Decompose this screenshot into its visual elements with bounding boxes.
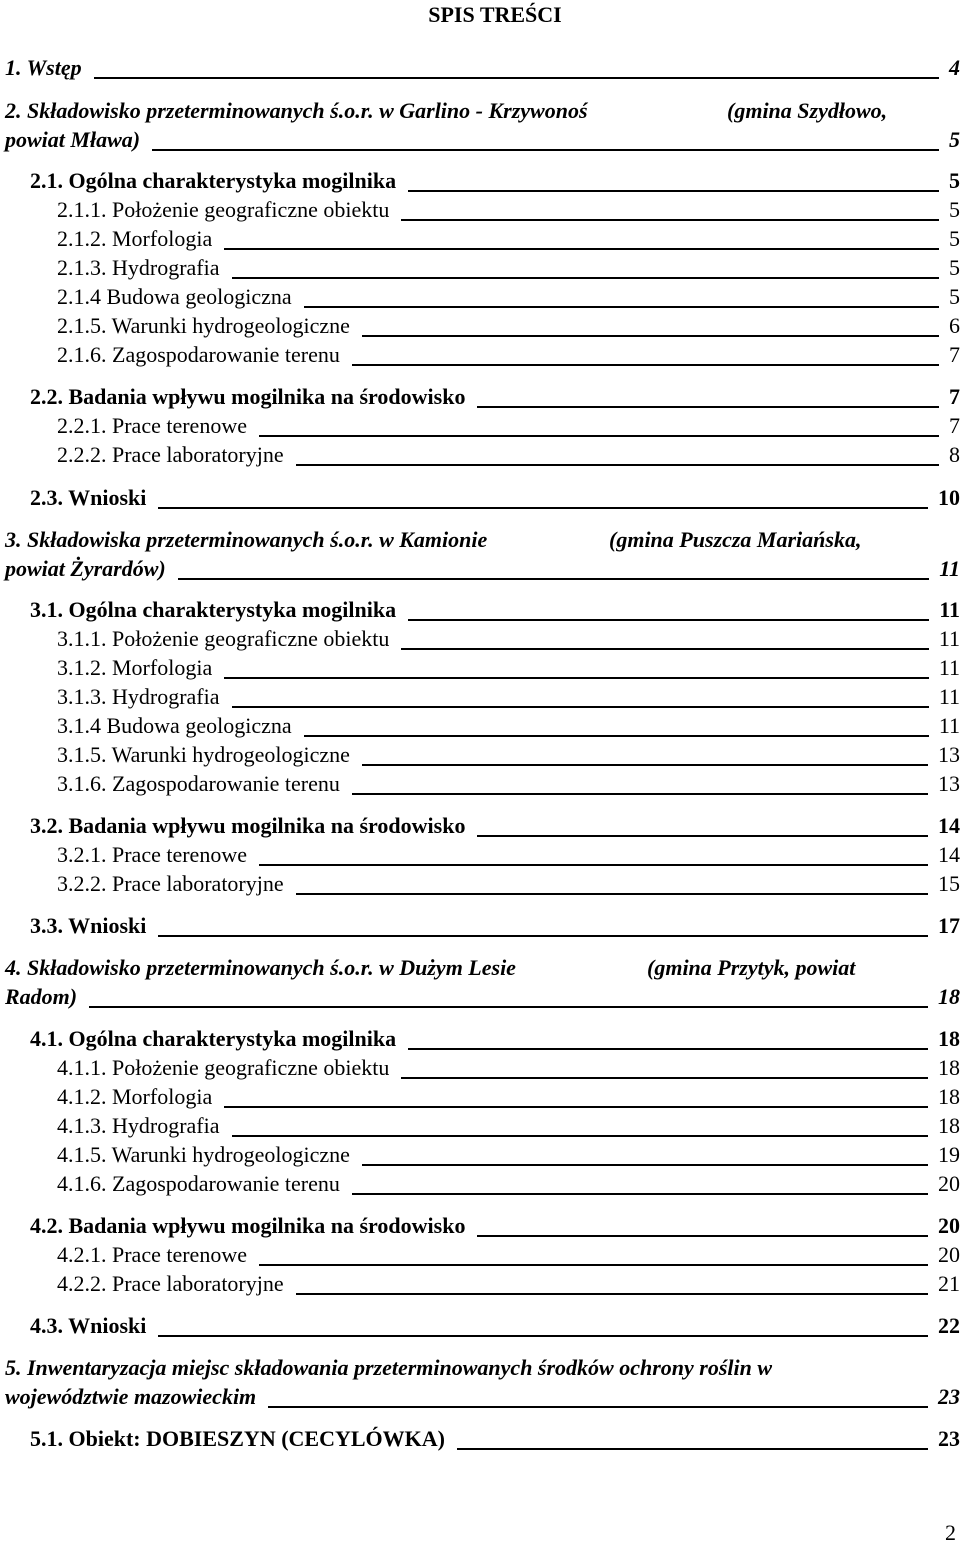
toc-leader [232,1135,928,1137]
toc-label: 4.1.1. Położenie geograficzne obiektu [57,1055,390,1080]
toc-chapter-4-line1-right: (gmina Przytyk, powiat [647,955,856,980]
toc-entry-2-1-6[interactable] [57,342,960,368]
page-title: SPIS TREŚCI [428,2,562,27]
toc-leader [89,1006,928,1008]
toc-entry-3-2[interactable] [30,813,960,839]
toc-entry-chapter-1[interactable] [5,55,960,81]
toc-leader [362,764,928,766]
toc-label: 3.1.2. Morfologia [57,655,213,680]
toc-entry-3-1-3[interactable] [57,684,960,710]
toc-leader [232,277,939,279]
toc-label: Radom) [5,984,78,1009]
toc-leader [178,578,929,580]
toc-label: województwie mazowieckim [5,1384,257,1409]
toc-label: 5.1. Obiekt: DOBIESZYN (CECYLÓWKA) [30,1426,445,1451]
toc-leader [352,1193,928,1195]
toc-leader [352,793,928,795]
toc-leader [477,406,939,408]
toc-label: 2.2. Badania wpływu mogilnika na środowisko [30,384,466,409]
toc-entry-3-1-6[interactable] [57,771,960,797]
toc-leader [304,735,929,737]
toc-entry-chapter-5[interactable] [5,1384,960,1410]
toc-page-number: 23 [938,1384,960,1409]
toc-entry-4-1-2[interactable] [57,1084,960,1110]
toc-entry-4-2[interactable] [30,1213,960,1239]
toc-page-number: 7 [949,384,960,409]
toc-entry-2-1-3[interactable] [57,255,960,281]
toc-page-number: 17 [938,913,960,938]
toc-page-number: 11 [938,684,960,709]
toc-page-number: 14 [938,842,960,867]
toc-label: 2.2.1. Prace terenowe [57,413,247,438]
toc-leader [268,1406,928,1408]
toc-page-number: 11 [938,626,960,651]
toc-page-number: 20 [938,1213,960,1238]
toc-label: 2.1.4 Budowa geologiczna [57,284,292,309]
toc-page-number: 5 [949,255,960,280]
toc-leader [224,677,929,679]
toc-leader [158,1335,928,1337]
toc-page-number: 21 [938,1271,960,1296]
toc-page-number: 4 [949,55,960,80]
toc-page-number: 8 [949,442,960,467]
toc-page-number: 7 [949,413,960,438]
toc-entry-chapter-3[interactable] [5,556,960,582]
toc-leader [352,364,939,366]
toc-leader [224,248,939,250]
toc-page-number: 18 [938,1055,960,1080]
toc-entry-2-3[interactable] [30,485,960,511]
toc-label: 3.1. Ogólna charakterystyka mogilnika [30,597,397,622]
page-number: 2 [945,1520,956,1545]
toc-page-number: 11 [938,655,960,680]
toc-label: 4.2.2. Prace laboratoryjne [57,1271,284,1296]
toc-label: 4.1.5. Warunki hydrogeologiczne [57,1142,350,1167]
toc-entry-chapter-4[interactable] [5,984,960,1010]
toc-leader [94,77,939,79]
toc-entry-chapter-2[interactable] [5,127,960,153]
toc-page-number: 7 [949,342,960,367]
toc-entry-2-2-2[interactable] [57,442,960,468]
toc-page-number: 19 [938,1142,960,1167]
toc-leader [259,435,939,437]
toc-leader [401,1077,928,1079]
toc-label: 3.1.1. Położenie geograficzne obiektu [57,626,390,651]
toc-label: 2.2.2. Prace laboratoryjne [57,442,284,467]
toc-page-number: 5 [949,226,960,251]
toc-label: 3.1.6. Zagospodarowanie terenu [57,771,340,796]
toc-entry-2-2-1[interactable] [57,413,960,439]
toc-label: 2.1.1. Położenie geograficzne obiektu [57,197,390,222]
toc-page-number: 18 [938,1113,960,1138]
toc-entry-4-1-3[interactable] [57,1113,960,1139]
toc-chapter-2-line1-left: 2. Składowisko przeterminowanych ś.o.r. w Garlino - Krzywonoś [5,98,588,123]
toc-page-number: 18 [938,1084,960,1109]
toc-label: 2.3. Wnioski [30,485,147,510]
toc-page-number: 5 [949,284,960,309]
toc-entry-4-3[interactable] [30,1313,960,1339]
toc-leader [224,1106,928,1108]
toc-entry-2-2[interactable] [30,384,960,410]
toc-entry-2-1-5[interactable] [57,313,960,339]
toc-label: 2.1.5. Warunki hydrogeologiczne [57,313,350,338]
toc-chapter-3-line1-right: (gmina Puszcza Mariańska, [609,527,862,552]
toc-label: 3.2.2. Prace laboratoryjne [57,871,284,896]
toc-entry-4-2-2[interactable] [57,1271,960,1297]
toc-leader [362,335,939,337]
toc-page-number: 18 [938,984,960,1009]
toc-entry-4-1[interactable] [30,1026,960,1052]
toc-leader [401,648,928,650]
toc-label: 4.1. Ogólna charakterystyka mogilnika [30,1026,397,1051]
toc-leader [362,1164,928,1166]
toc-leader [296,893,928,895]
toc-leader [259,864,928,866]
toc-entry-2-1-1[interactable] [57,197,960,223]
toc-chapter-3-line1-left: 3. Składowiska przeterminowanych ś.o.r. w Kamionie [5,527,488,552]
toc-leader [408,190,939,192]
toc-label: 4.3. Wnioski [30,1313,147,1338]
toc-page-number: 11 [938,713,960,738]
toc-page-number: 5 [949,197,960,222]
toc-leader [158,935,928,937]
toc-page-number: 14 [938,813,960,838]
toc-entry-3-1[interactable] [30,597,960,623]
toc-entry-2-1-4[interactable] [57,284,960,310]
toc-page-number: 15 [938,871,960,896]
toc-entry-3-1-4[interactable] [57,713,960,739]
toc-label: 3.1.3. Hydrografia [57,684,220,709]
toc-label: 2.1. Ogólna charakterystyka mogilnika [30,168,397,193]
toc-leader [457,1448,928,1450]
toc-page-number: 13 [938,771,960,796]
toc-page-number: 20 [938,1171,960,1196]
toc-label: 4.2.1. Prace terenowe [57,1242,247,1267]
toc-entry-2-1[interactable] [30,168,960,194]
toc-page-number: 6 [949,313,960,338]
toc-entry-4-1-6[interactable] [57,1171,960,1197]
toc-entry-3-1-1[interactable] [57,626,960,652]
toc-leader [408,1048,928,1050]
toc-page-number: 18 [938,1026,960,1051]
toc-leader [408,619,929,621]
toc-entry-5-1[interactable] [30,1426,960,1452]
toc-page-number: 22 [938,1313,960,1338]
toc-page-number: 10 [938,485,960,510]
toc-page-number: 11 [939,556,960,581]
toc-entry-4-1-1[interactable] [57,1055,960,1081]
toc-label: 3.2.1. Prace terenowe [57,842,247,867]
toc-chapter-4-line1-left: 4. Składowisko przeterminowanych ś.o.r. w Dużym Lesie [5,955,516,980]
toc-label: powiat Żyrardów) [5,556,166,581]
toc-label: 3.1.4 Budowa geologiczna [57,713,292,738]
toc-label: 2.1.2. Morfologia [57,226,213,251]
toc-label: 3.2. Badania wpływu mogilnika na środowisko [30,813,466,838]
toc-leader [158,507,928,509]
toc-entry-2-1-2[interactable] [57,226,960,252]
toc-leader [152,149,939,151]
toc-label: 4.2. Badania wpływu mogilnika na środowisko [30,1213,466,1238]
toc-leader [259,1264,928,1266]
toc-page-number: 13 [938,742,960,767]
toc-leader [304,306,939,308]
toc-label: 1. Wstęp [5,55,82,80]
toc-label: 2.1.3. Hydrografia [57,255,220,280]
toc-label: 3.1.5. Warunki hydrogeologiczne [57,742,350,767]
toc-entry-3-1-2[interactable] [57,655,960,681]
toc-label: 4.1.3. Hydrografia [57,1113,220,1138]
toc-entry-3-3[interactable] [30,913,960,939]
toc-label: 4.1.6. Zagospodarowanie terenu [57,1171,340,1196]
toc-leader [401,219,939,221]
toc-entry-3-2-2[interactable] [57,871,960,897]
toc-page-number: 20 [938,1242,960,1267]
toc-leader [477,1235,928,1237]
toc-entry-3-2-1[interactable] [57,842,960,868]
toc-label: powiat Mława) [5,127,141,152]
toc-page-number: 11 [939,597,960,622]
toc-page-number: 5 [949,168,960,193]
toc-leader [296,1293,928,1295]
toc-page-number: 5 [949,127,960,152]
toc-chapter-5-line1: 5. Inwentaryzacja miejsc składowania przeterminowanych środków ochrony roślin w [5,1355,773,1380]
toc-entry-4-1-5[interactable] [57,1142,960,1168]
toc-page-number: 23 [938,1426,960,1451]
toc-entry-3-1-5[interactable] [57,742,960,768]
toc-label: 4.1.2. Morfologia [57,1084,213,1109]
toc-entry-4-2-1[interactable] [57,1242,960,1268]
toc-leader [296,464,939,466]
toc-label: 2.1.6. Zagospodarowanie terenu [57,342,340,367]
toc-label: 3.3. Wnioski [30,913,147,938]
toc-chapter-2-line1-right: (gmina Szydłowo, [727,98,888,123]
toc-leader [477,835,928,837]
toc-leader [232,706,929,708]
